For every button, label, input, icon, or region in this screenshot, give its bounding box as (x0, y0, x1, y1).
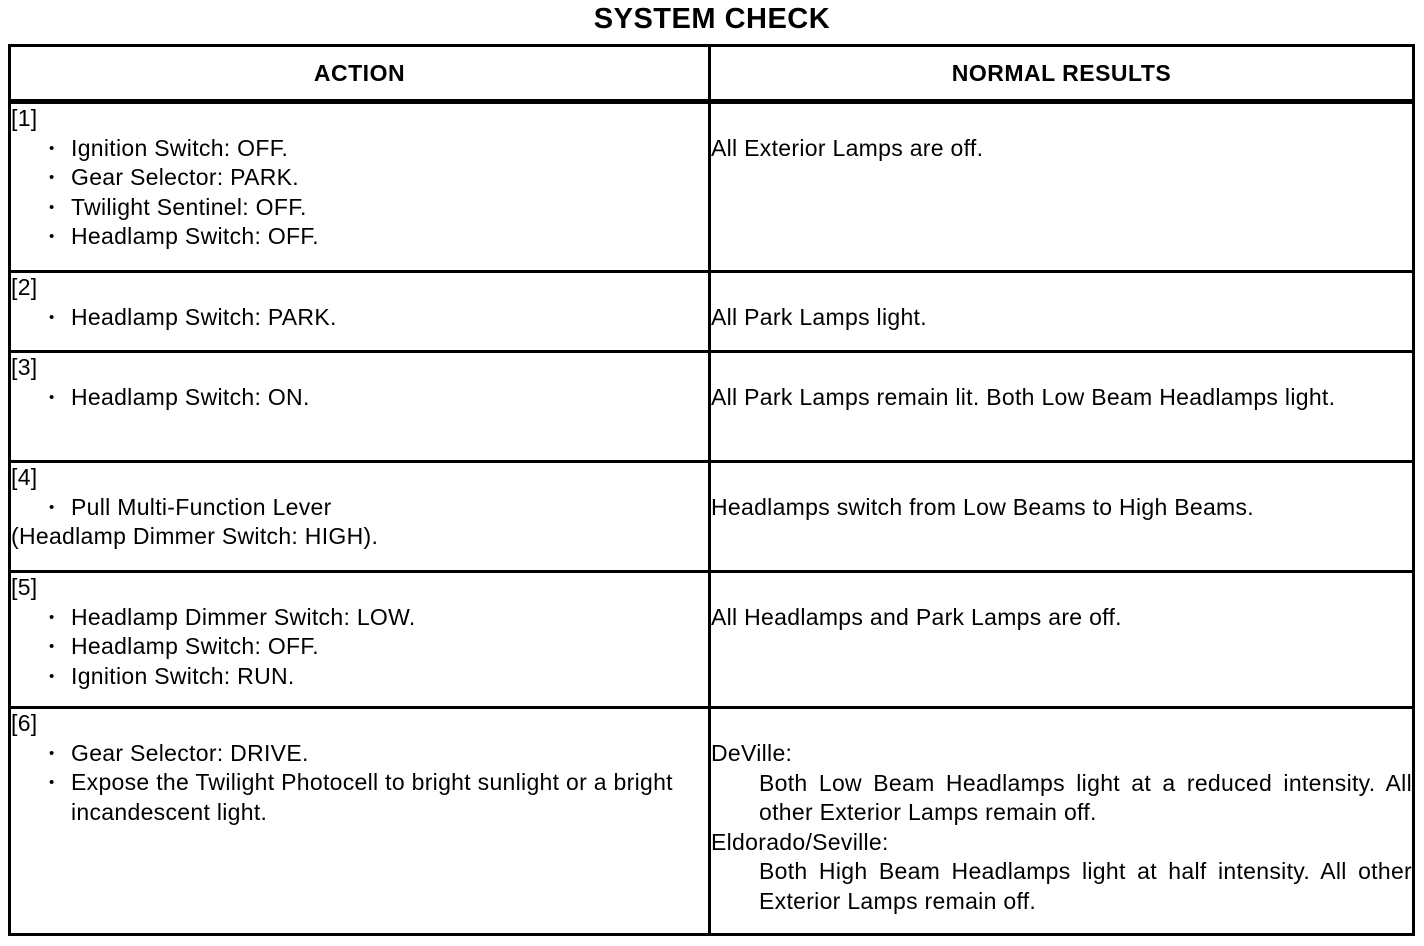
step-number: [4] (11, 464, 38, 490)
action-cell (10, 572, 710, 708)
step-number: [2] (11, 274, 38, 300)
result-text: All Park Lamps light. (711, 304, 927, 330)
action-list (11, 739, 708, 828)
action-cell (10, 352, 710, 462)
action-cell (10, 708, 710, 935)
result-text: All Headlamps and Park Lamps are off. (711, 604, 1122, 630)
page-title: SYSTEM CHECK (593, 3, 831, 35)
table-row (10, 708, 1414, 935)
action-list (11, 303, 708, 333)
table-header-row (10, 46, 1414, 102)
action-item: • Pull Multi-Function Lever (49, 493, 708, 523)
result-cell (710, 462, 1414, 572)
variant-text-deville: Both Low Beam Headlamps light at a reduced intensity. All other Exterior Lamps remain off. (759, 769, 1412, 825)
step-number: [3] (11, 354, 38, 380)
action-cell (10, 272, 710, 352)
action-item: • Headlamp Dimmer Switch: LOW. (49, 603, 708, 633)
result-text: All Park Lamps remain lit. Both Low Beam Headlamps light. (711, 384, 1336, 410)
action-item: • Ignition Switch: RUN. (49, 662, 708, 692)
step-number: [6] (11, 710, 38, 736)
result-cell (710, 572, 1414, 708)
step-number: [1] (11, 105, 38, 131)
action-list (11, 383, 708, 413)
table-row (10, 352, 1414, 462)
action-list (11, 134, 708, 252)
action-item: • Expose the Twilight Photocell to bright sunlight or a bright incandescent light. (49, 768, 708, 827)
action-list (11, 493, 708, 523)
action-cell (10, 462, 710, 572)
result-variants (711, 709, 1412, 916)
action-item: • Headlamp Switch: OFF. (49, 222, 708, 252)
action-cell (10, 102, 710, 272)
result-cell (710, 102, 1414, 272)
normal-results-column-header: NORMAL RESULTS (710, 46, 1414, 102)
result-text: All Exterior Lamps are off. (711, 135, 984, 161)
action-item: • Headlamp Switch: OFF. (49, 632, 708, 662)
result-text: Headlamps switch from Low Beams to High Beams. (711, 494, 1255, 520)
result-cell (710, 708, 1414, 935)
variant-label-eldorado-seville: Eldorado/Seville: (711, 828, 889, 855)
variant-text-eldorado-seville: Both High Beam Headlamps light at half intensity. All other Exterior Lamps remain off. (759, 858, 1412, 914)
action-item: • Gear Selector: DRIVE. (49, 739, 708, 769)
action-item: • Headlamp Switch: PARK. (49, 303, 708, 333)
result-cell (710, 272, 1414, 352)
table-row (10, 462, 1414, 572)
action-item: • Headlamp Switch: ON. (49, 383, 708, 413)
variant-label-deville: DeVille: (711, 740, 793, 766)
result-cell (710, 352, 1414, 462)
table-row (10, 102, 1414, 272)
action-item: • Twilight Sentinel: OFF. (49, 193, 708, 223)
action-continuation: (Headlamp Dimmer Switch: HIGH). (11, 523, 379, 549)
table-row (10, 572, 1414, 708)
action-list (11, 603, 708, 692)
action-item: • Ignition Switch: OFF. (49, 134, 708, 164)
table-row (10, 272, 1414, 352)
action-column-header: ACTION (10, 46, 710, 102)
action-item: • Gear Selector: PARK. (49, 163, 708, 193)
step-number: [5] (11, 574, 38, 600)
system-check-table (8, 44, 1415, 936)
